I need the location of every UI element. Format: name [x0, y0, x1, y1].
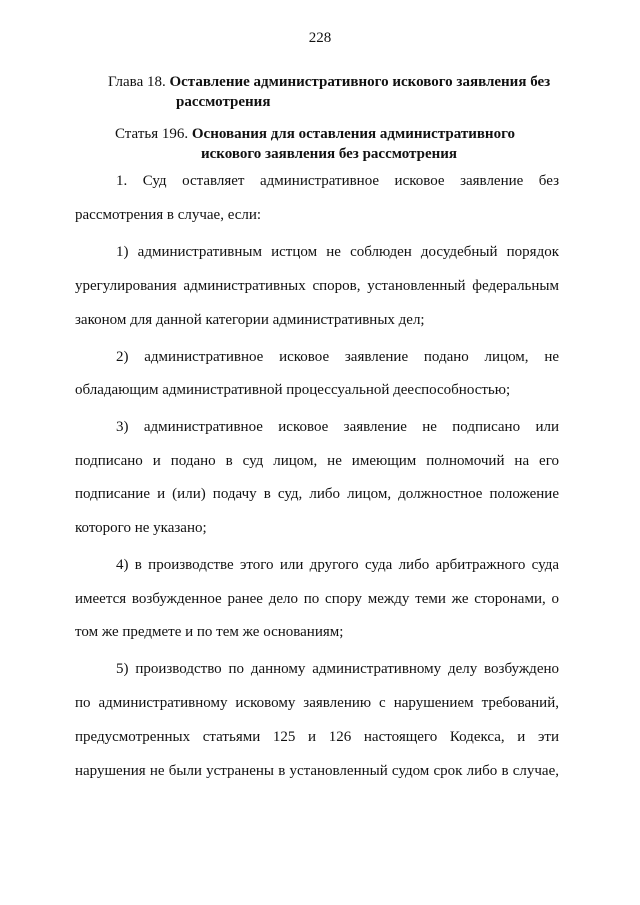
- page-number: 228: [308, 30, 332, 46]
- chapter-heading: [108, 72, 578, 112]
- text-line: том же предмете и по тем же основаниям;: [75, 624, 344, 640]
- text-line: имеется возбужденное ранее дело по спору между теми же сторонами, о: [75, 591, 559, 607]
- text-line: 5) производство по данному административному делу возбуждено: [116, 661, 559, 677]
- chapter-title-line2: рассмотрения: [176, 94, 271, 110]
- article-body: [75, 171, 559, 811]
- text-line: подписание и (или) подачу в суд, либо лицом, должностное положение: [75, 486, 559, 502]
- chapter-title-line1: Оставление административного искового заявления без: [169, 74, 551, 90]
- chapter-label: Глава 18.: [108, 74, 166, 90]
- text-line: 4) в производстве этого или другого суда либо арбитражного суда: [116, 557, 559, 573]
- article-title-line2: искового заявления без рассмотрения: [201, 146, 457, 162]
- text-line: 1. Суд оставляет административное исковое заявление без: [116, 173, 559, 189]
- text-line: по административному исковому заявлению с нарушением требований,: [75, 695, 559, 711]
- text-line: рассмотрения в случае, если:: [75, 207, 262, 223]
- article-label: Статья 196.: [115, 126, 189, 142]
- text-line: подписано и подано в суд лицом, не имеющим полномочий на его: [75, 453, 559, 469]
- text-line: обладающим административной процессуальной дееспособностью;: [75, 382, 511, 398]
- text-line: нарушения не были устранены в установленный судом срок либо в случае,: [75, 763, 559, 779]
- article-heading: [115, 124, 565, 164]
- text-line: предусмотренных статьями 125 и 126 настоящего Кодекса, и эти: [75, 729, 559, 745]
- article-title-line1: Основания для оставления административного: [191, 126, 516, 142]
- text-line: 1) административным истцом не соблюден досудебный порядок: [116, 244, 559, 260]
- text-line: урегулирования административных споров, установленный федеральным: [75, 278, 559, 294]
- text-line: 2) административное исковое заявление подано лицом, не: [116, 349, 559, 365]
- text-line: 3) административное исковое заявление не подписано или: [116, 419, 559, 435]
- text-line: законом для данной категории административных дел;: [75, 312, 425, 328]
- text-line: которого не указано;: [75, 520, 207, 536]
